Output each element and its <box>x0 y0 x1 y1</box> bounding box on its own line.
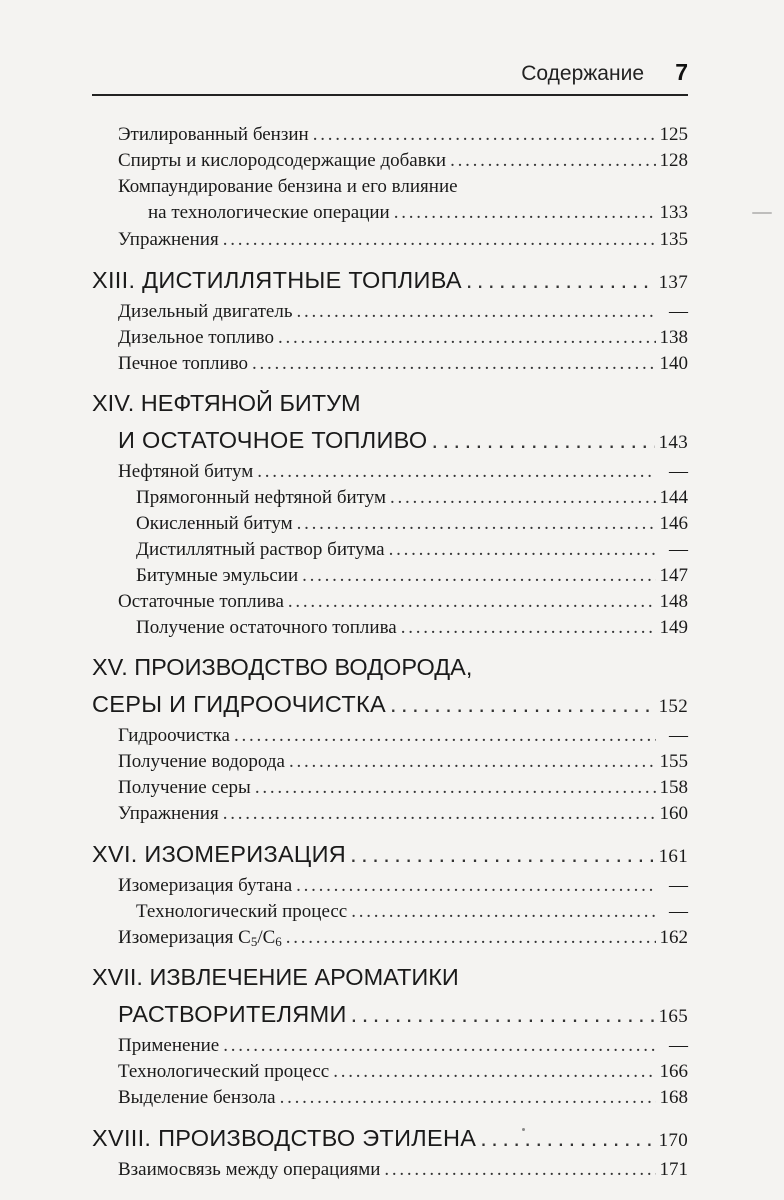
toc-entry[interactable]: Этилированный бензин . . . 125 <box>92 122 688 148</box>
toc-chapter[interactable]: XVI. ИЗОМЕРИЗАЦИЯ . . . 161 <box>92 835 688 873</box>
toc-entry[interactable]: Остаточные топлива . . . 148 <box>92 589 688 615</box>
toc-entry[interactable]: Битумные эмульсии . . . 147 <box>92 563 688 589</box>
toc-chapter-line2[interactable]: РАСТВОРИТЕЛЯМИ . . . 165 <box>92 995 688 1033</box>
toc-entry[interactable]: Спирты и кислородсодержащие добавки . . . 128 <box>92 148 688 174</box>
toc-entry[interactable]: Технологический процесс . . . — <box>92 899 688 925</box>
toc-chapter-line2[interactable]: И ОСТАТОЧНОЕ ТОПЛИВО . . . 143 <box>92 421 688 459</box>
toc-chapter[interactable]: XIII. ДИСТИЛЛЯТНЫЕ ТОПЛИВА . . . 137 <box>92 261 688 299</box>
toc-entry[interactable]: Получение водорода . . . 155 <box>92 749 688 775</box>
running-head-title: Содержание <box>521 62 644 85</box>
toc-entry[interactable]: Изомеризация бутана . . . — <box>92 873 688 899</box>
toc-entry[interactable]: Упражнения . . . 160 <box>92 801 688 827</box>
toc-entry[interactable]: Выделение бензола . . . 168 <box>92 1085 688 1111</box>
toc-entry[interactable]: Технологический процесс . . . 166 <box>92 1059 688 1085</box>
toc-chapter-line1[interactable]: XIV. НЕФТЯНОЙ БИТУМ <box>92 390 361 416</box>
toc-entry[interactable]: Получение серы . . . 158 <box>92 775 688 801</box>
toc-entry[interactable]: Применение . . . — <box>92 1033 688 1059</box>
running-head <box>92 58 688 96</box>
toc-entry[interactable]: Дистиллятный раствор битума . . . — <box>92 537 688 563</box>
toc-entry-line1[interactable]: Компаундирование бензина и его влияние <box>118 176 458 197</box>
toc-entry[interactable]: Дизельный двигатель . . . — <box>92 299 688 325</box>
toc-entry[interactable]: Гидроочистка . . . — <box>92 723 688 749</box>
page-number: 7 <box>675 59 688 85</box>
toc-entry[interactable]: Печное топливо . . . 140 <box>92 351 688 377</box>
toc-entry[interactable]: Получение остаточного топлива . . . 149 <box>92 615 688 641</box>
paper-speck <box>522 1128 525 1131</box>
toc-entry[interactable]: Окисленный битум . . . 146 <box>92 511 688 537</box>
toc-entry[interactable]: Упражнения . . . 135 <box>92 227 688 253</box>
toc-chapter[interactable]: XVIII. ПРОИЗВОДСТВО ЭТИЛЕНА . . . 170 <box>92 1119 688 1157</box>
toc-entry[interactable]: Изомеризация $C_5/C_6$ . . . 162 <box>92 925 688 951</box>
toc-chapter-line2[interactable]: СЕРЫ И ГИДРООЧИСТКА . . . 152 <box>92 685 688 723</box>
toc-entry[interactable]: Взаимосвязь между операциями . . . 171 <box>92 1157 688 1183</box>
toc-chapter-line1[interactable]: XVII. ИЗВЛЕЧЕНИЕ АРОМАТИКИ <box>92 964 459 990</box>
toc-chapter-line1[interactable]: XV. ПРОИЗВОДСТВО ВОДОРОДА, <box>92 654 473 680</box>
table-of-contents <box>92 122 688 1183</box>
toc-entry[interactable]: Нефтяной битум . . . — <box>92 459 688 485</box>
toc-entry[interactable]: Прямогонный нефтяной битум . . . 144 <box>92 485 688 511</box>
toc-entry-line2[interactable]: на технологические операции . . . 133 <box>92 199 688 227</box>
paper-speck <box>752 212 772 214</box>
toc-entry[interactable]: Дизельное топливо . . . 138 <box>92 325 688 351</box>
